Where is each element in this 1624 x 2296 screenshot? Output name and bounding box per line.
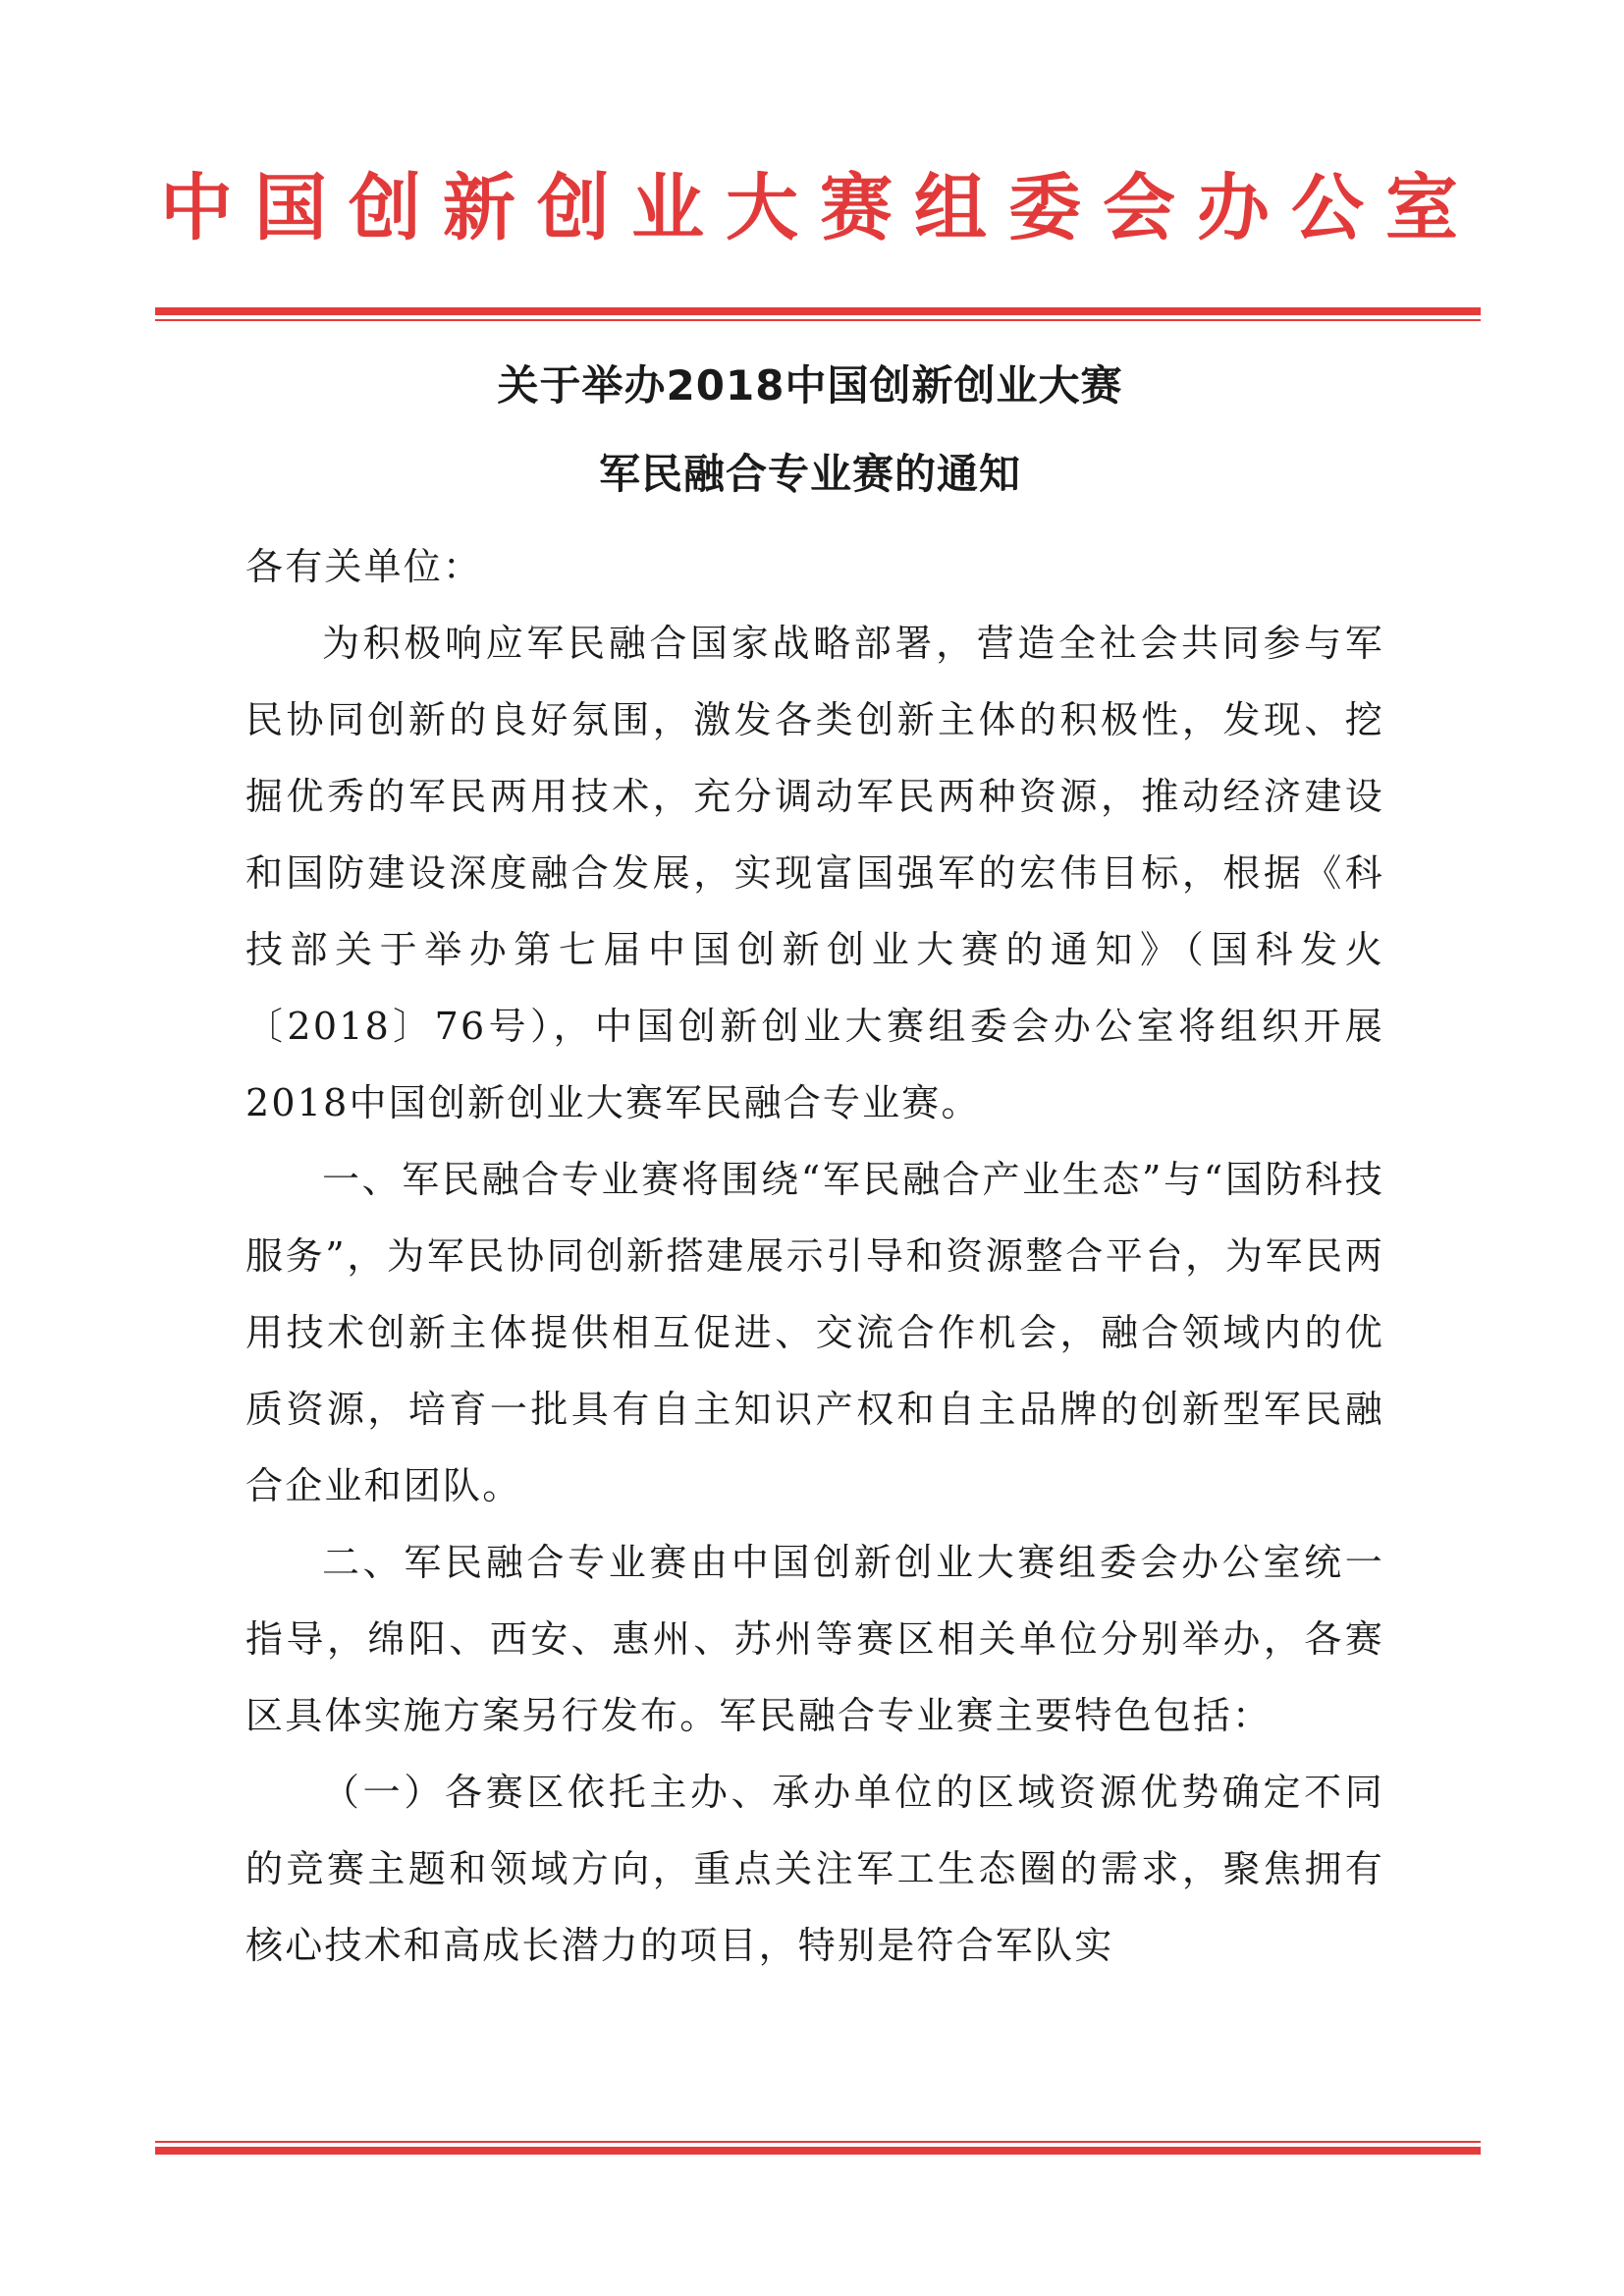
paragraph-section-1: 一、军民融合专业赛将围绕“军民融合产业生态”与“国防科技服务”，为军民协同创新搭建展示引导和资源整合平台，为军民两用技术创新主体提供相互促进、交流合作机会，融合领域内的优质资源，培育一批具有自主知识产权和自主品牌的创新型军民融合企业和团队。: [245, 1158, 1384, 1507]
document-title-line-2: 军民融合专业赛的通知: [598, 450, 1021, 498]
footer-divider: [155, 2141, 1481, 2155]
document-title-line-1: 关于举办2018中国创新创业大赛: [497, 361, 1123, 410]
salutation: 各有关单位：: [245, 545, 483, 588]
document-body: [245, 528, 1384, 1984]
paragraph-subsection-1: （一）各赛区依托主办、承办单位的区域资源优势确定不同的竞赛主题和领域方向，重点关注军工生态圈的需求，聚焦拥有核心技术和高成长潜力的项目，特别是符合军队实: [245, 1771, 1384, 1967]
header-divider: [155, 307, 1481, 321]
issuing-organization-header: 中国创新创业大赛组委会办公室: [160, 166, 1480, 250]
paragraph-intro: 为积极响应军民融合国家战略部署，营造全社会共同参与军民协同创新的良好氛围，激发各类创新主体的积极性，发现、挖掘优秀的军民两用技术，充分调动军民两种资源，推动经济建设和国防建设深度融合发展，实现富国强军的宏伟目标，根据《科技部关于举办第七届中国创新创业大赛的通知》（国科发火〔2018〕76号），中国创新创业大赛组委会办公室将组织开展2018中国创新创业大赛军民融合专业赛。: [245, 622, 1384, 1124]
paragraph-section-2: 二、军民融合专业赛由中国创新创业大赛组委会办公室统一指导，绵阳、西安、惠州、苏州等赛区相关单位分别举办，各赛区具体实施方案另行发布。军民融合专业赛主要特色包括：: [245, 1541, 1384, 1737]
